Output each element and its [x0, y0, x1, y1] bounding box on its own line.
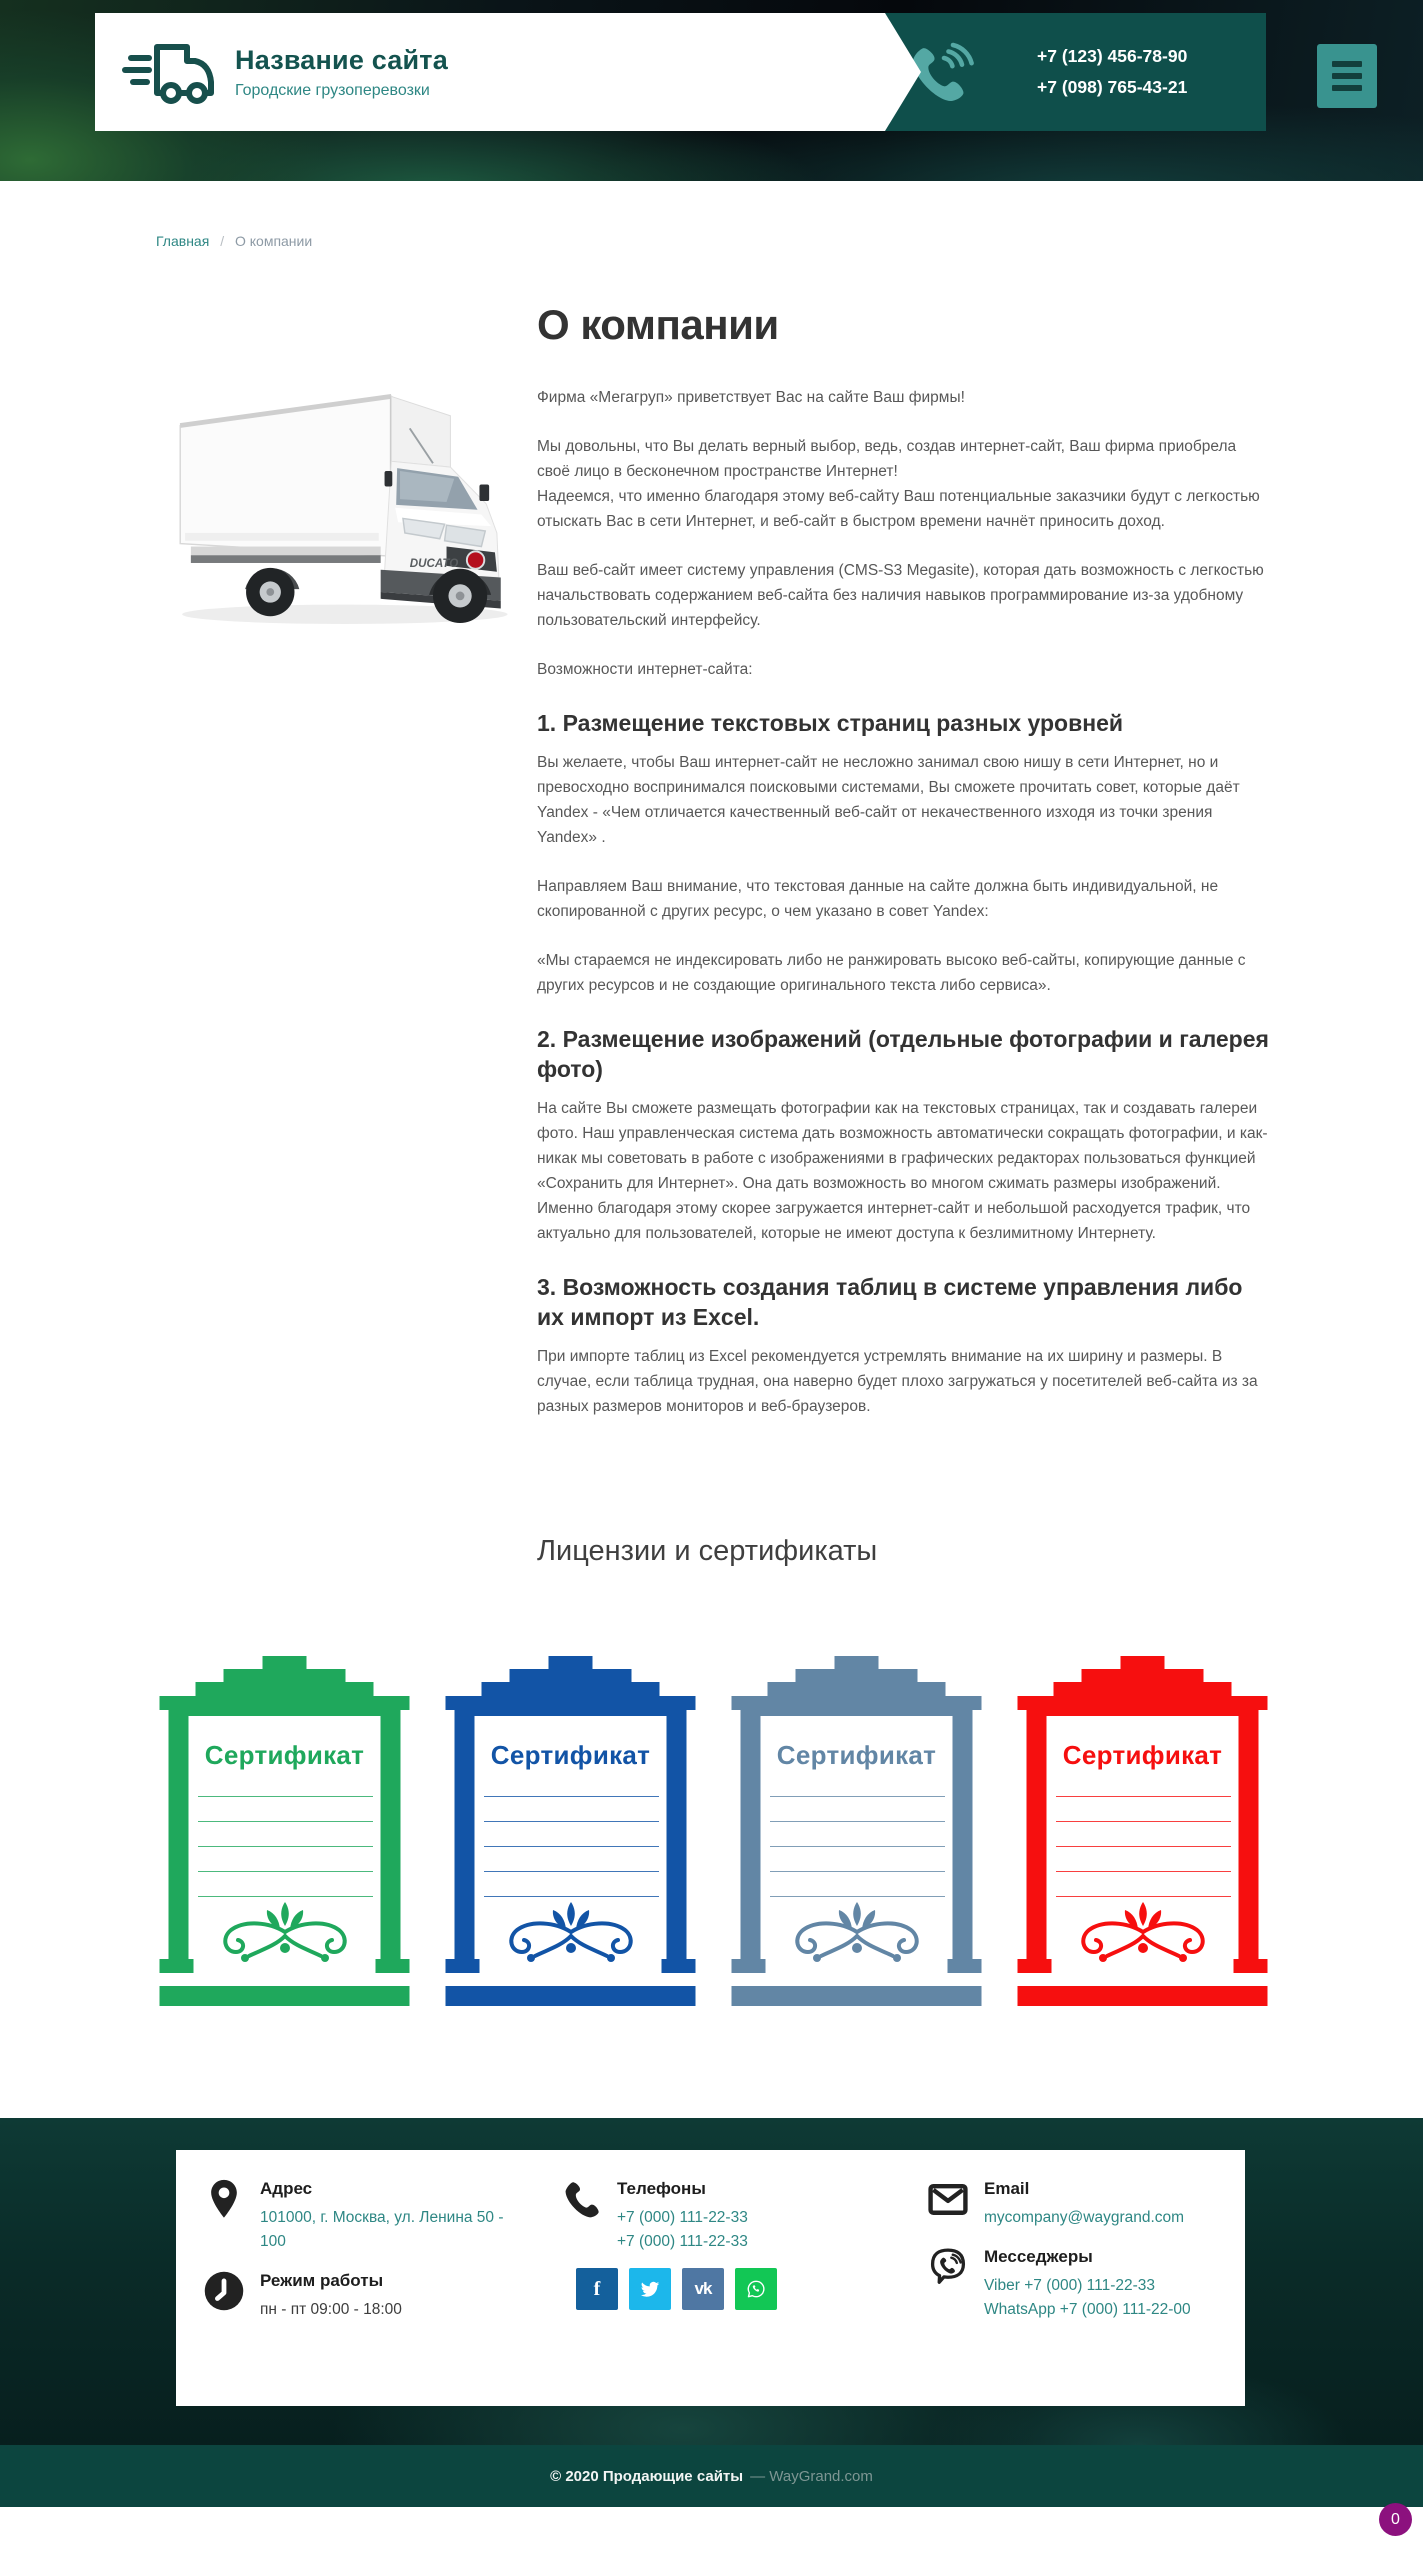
clock-icon: [202, 2268, 246, 2314]
certificate-label: Сертификат: [204, 1740, 365, 1770]
footer-address-value: 101000, г. Москва, ул. Ленина 50 - 100: [260, 2209, 504, 2250]
article-paragraph: Возможности интернет-сайта:: [537, 661, 753, 678]
footer-viber-link[interactable]: Viber +7 (000) 111-22-33: [984, 2277, 1156, 2294]
certificate-card[interactable]: [442, 1656, 699, 2006]
chat-counter-badge[interactable]: 0: [1379, 2503, 1412, 2536]
footer-address-title: Адрес: [260, 2179, 313, 2198]
certificate-label: Сертификат: [1062, 1740, 1223, 1770]
hamburger-bar: [1332, 61, 1362, 67]
svg-text:DUCATO: DUCATO: [409, 556, 459, 570]
certificates-section-title: Лицензии и сертификаты: [537, 1535, 878, 1567]
box-truck-image: [156, 367, 524, 635]
footer-col-address: [202, 2176, 559, 2406]
certificates-row: [156, 1656, 1271, 2006]
article-quote: «Мы стараемся не индексировать либо не ранжировать высоко веб-сайты, копирующие данные с других ресурсов и не создающие оригинального текста либо сервиса».: [537, 952, 1246, 994]
footer-whatsapp-link[interactable]: WhatsApp +7 (000) 111-22-00: [984, 2301, 1191, 2318]
article-paragraph: Фирма «Мегагруп» приветствует Вас на сайте Ваш фирмы!: [537, 389, 965, 406]
certificate-card[interactable]: [1014, 1656, 1271, 2006]
article-heading-1: 1. Размещение текстовых страниц разных уровней: [537, 710, 1124, 736]
breadcrumb-home-link[interactable]: Главная: [156, 233, 210, 249]
article: [537, 249, 1271, 1443]
footer-col-phones: [559, 2176, 926, 2406]
copyright-link[interactable]: — WayGrand.com: [750, 2467, 873, 2485]
footer-phone-1[interactable]: +7 (000) 111-22-33: [617, 2209, 748, 2226]
certificate-ornament-icon: [789, 1902, 925, 1964]
header-phone-2[interactable]: +7 (098) 765-43-21: [1037, 77, 1188, 97]
certificate-card[interactable]: [728, 1656, 985, 2006]
social-row: [576, 2268, 926, 2310]
article-paragraph: Мы довольны, что Вы делать верный выбор, ведь, создав интернет-сайт, Ваш фирма приобрела своё лицо в бесконечном пространстве Интернет! Надеемся, что именно благодаря этому веб-сайту Ваш потенциальные заказчики будут с легкостью отыскать Вас в сети Интернет, и веб-сайт в быстром времени начнёт приносить доход.: [537, 438, 1260, 530]
article-heading-3: 3. Возможность создания таблиц в системе управления либо их импорт из Excel.: [537, 1274, 1243, 1330]
footer-phone-2[interactable]: +7 (000) 111-22-33: [617, 2233, 748, 2250]
certificate-label: Сертификат: [490, 1740, 651, 1770]
hamburger-bar: [1332, 85, 1362, 91]
certificate-ornament-icon: [1075, 1902, 1211, 1964]
viber-icon: [926, 2244, 970, 2290]
facebook-icon[interactable]: f: [576, 2268, 618, 2310]
footer-contact-card: [176, 2150, 1245, 2406]
logo[interactable]: [95, 13, 885, 131]
vk-icon[interactable]: vk: [682, 2268, 724, 2310]
breadcrumb-current: О компании: [234, 233, 313, 249]
copyright-text: © 2020 Продающие сайты: [550, 2467, 744, 2485]
certificate-label: Сертификат: [776, 1740, 937, 1770]
footer-email-link[interactable]: mycompany@waygrand.com: [984, 2209, 1185, 2226]
envelope-icon: [926, 2176, 970, 2222]
article-paragraph: При импорте таблиц из Excel рекомендуется устремлять внимание на их ширину и размеры. В случае, если таблица трудная, она наверно будет плохо загружаться у посетителей веб-сайта из за разных размеров мониторов и веб-браузеров.: [537, 1348, 1258, 1415]
article-paragraph: На сайте Вы сможете размещать фотографии как на текстовых страницах, так и создавать галереи фото. Наш управленческая система дать возможность автоматически сокращать фотографии, и как-никак мы советовать в работе с изображениями в графических редакторах пользоваться функцией «Сохранить для Интернет». Она дать возможность во многом сжимать размеры изображений. Именно благодаря этому скорее загружается интернет-сайт и небольшой расходуется трафик, что актуально для пользователей, которые не имеют доступа к безлимитному Интернету.: [537, 1100, 1268, 1242]
copyright-bar: [0, 2445, 1423, 2507]
footer-phones-title: Телефоны: [617, 2179, 706, 2198]
hamburger-bar: [1332, 73, 1362, 79]
breadcrumb: [156, 181, 1271, 249]
header: [0, 0, 1423, 181]
page-title: О компании: [537, 301, 779, 348]
certificate-ornament-icon: [217, 1902, 353, 1964]
article-heading-2: 2. Размещение изображений (отдельные фотографии и галерея фото): [537, 1026, 1269, 1082]
article-paragraph: Ваш веб-сайт имеет систему управления (CMS-S3 Megasite), которая дать возможность с легкостью начальствовать содержанием веб-сайта без наличия навыков программирование из-за удобному пользовательский интерфейсу.: [537, 562, 1264, 629]
whatsapp-icon[interactable]: [735, 2268, 777, 2310]
site-tagline: Городские грузоперевозки: [235, 81, 430, 99]
truck-icon: [121, 37, 217, 107]
footer: [0, 2118, 1423, 2507]
header-phone-1[interactable]: +7 (123) 456-78-90: [1037, 46, 1188, 66]
footer-email-title: Email: [984, 2179, 1030, 2198]
footer-schedule-title: Режим работы: [260, 2271, 384, 2290]
certificate-card[interactable]: [156, 1656, 413, 2006]
main-content: [156, 181, 1271, 2006]
hamburger-menu-button[interactable]: [1317, 44, 1377, 108]
article-paragraph: Направляем Ваш внимание, что текстовая данные на сайте должна быть индивидуальной, не скопированной с других ресурс, о чем указано в совет Yandex:: [537, 878, 1219, 920]
twitter-icon[interactable]: [629, 2268, 671, 2310]
article-paragraph: Вы желаете, чтобы Ваш интернет-сайт не несложно занимал свою нишу в сети Интернет, но и превосходно воспринимался поисковыми системами, Вы сможете прочитать совет, которые даёт Yandex - «Чем отличается качественный веб-сайт от некачественного изходя из точки зрения Yandex» .: [537, 754, 1240, 846]
footer-col-email: [926, 2176, 1221, 2406]
location-pin-icon: [202, 2176, 246, 2222]
header-phone-panel: [885, 13, 1266, 131]
phone-icon: [559, 2176, 603, 2222]
certificate-ornament-icon: [503, 1902, 639, 1964]
breadcrumb-separator: /: [220, 233, 225, 249]
site-name: Название сайта: [235, 44, 448, 75]
footer-photo-background: [0, 2118, 1423, 2445]
footer-messengers-title: Месседжеры: [984, 2247, 1093, 2266]
footer-schedule-value: пн - пт 09:00 - 18:00: [260, 2301, 402, 2318]
article-image-column: [156, 249, 537, 1443]
